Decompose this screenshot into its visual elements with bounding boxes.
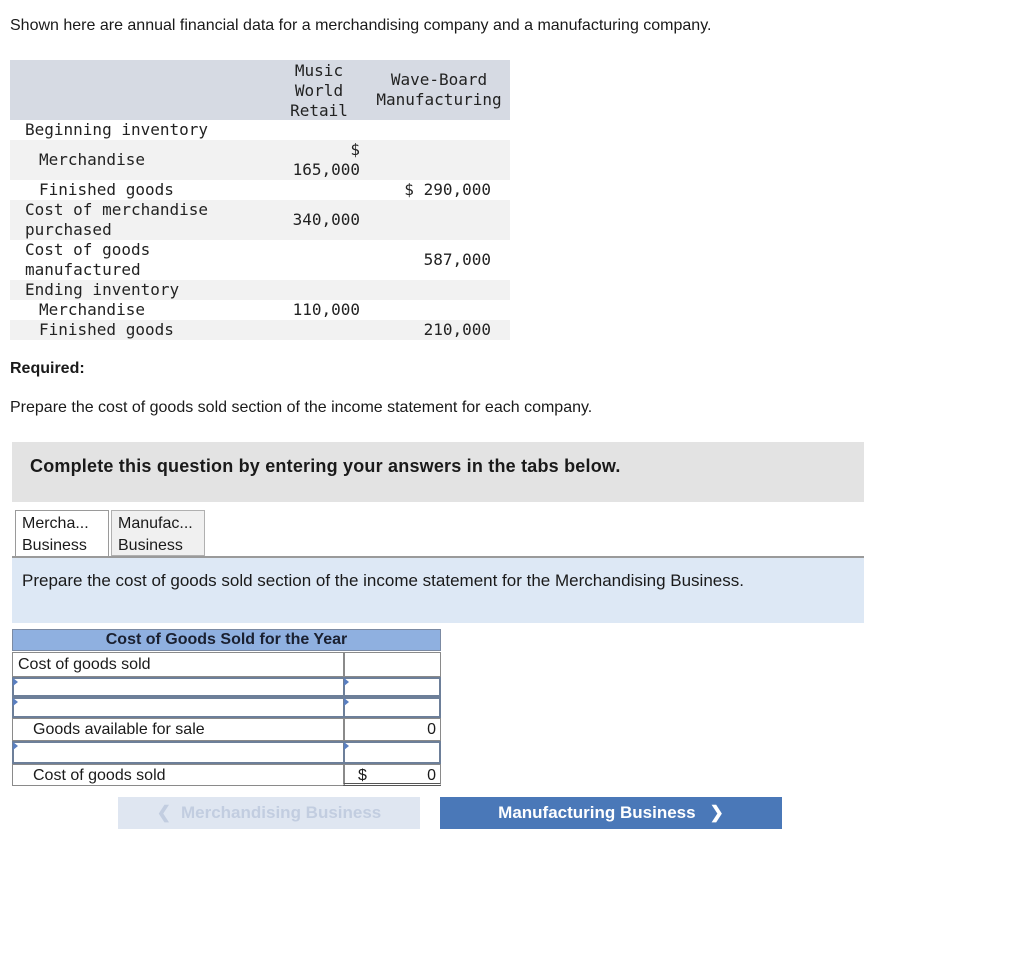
tab-label: Mercha... — [22, 515, 89, 532]
tab-label: Manufac... — [118, 515, 193, 532]
prev-tab-button[interactable] — [118, 797, 420, 829]
required-text: Prepare the cost of goods sold section of the income statement for each company. — [10, 399, 593, 416]
value-merchandise-dollar: $ — [350, 140, 360, 159]
input-marker-icon — [13, 678, 18, 686]
chevron-right-icon: ❯ — [709, 803, 724, 822]
label-cost-of-goods-manufactured: Cost of goods manufactured — [25, 240, 151, 279]
tab-merchandising-business[interactable] — [15, 510, 109, 556]
next-tab-button[interactable] — [440, 797, 782, 829]
label-merchandise: Merchandise — [39, 150, 145, 169]
column-header-wave-board: Wave-Board Manufacturing — [376, 70, 502, 109]
tab-label: Business — [22, 537, 87, 554]
value-merchandise-mw: 165,000 — [292, 160, 360, 179]
label-input-2[interactable] — [12, 697, 345, 718]
value-cogm-wb: 587,000 — [423, 250, 491, 269]
label-beginning-inventory: Beginning inventory — [25, 120, 209, 139]
answer-table-title: Cost of Goods Sold for the Year — [12, 629, 441, 651]
column-header-music-world: Music World Retail — [290, 61, 348, 120]
label-end-finished-goods: Finished goods — [39, 320, 174, 339]
banner-text: Complete this question by entering your answers in the tabs below. — [30, 456, 621, 476]
input-marker-icon — [344, 742, 349, 750]
goods-available-label-cell: Goods available for sale — [12, 718, 345, 741]
label-finished-goods: Finished goods — [39, 180, 174, 199]
prev-button-label: Merchandising Business — [180, 803, 382, 822]
cogs-total-value — [343, 764, 441, 786]
value-end-merchandise-mw: 110,000 — [292, 300, 360, 319]
input-marker-icon — [344, 678, 349, 686]
intro-text: Shown here are annual financial data for a merchandising company and a manufacturing company. — [10, 17, 712, 34]
label-input-3[interactable] — [12, 741, 345, 764]
label-end-merchandise: Merchandise — [39, 300, 145, 319]
next-button-label: Manufacturing Business — [498, 803, 696, 822]
label-cost-of-merchandise: Cost of merchandise purchased — [25, 200, 209, 239]
instruction-text: Prepare the cost of goods sold section of the income statement for the Merchandising Business. — [22, 571, 744, 590]
value-finished-goods-wb: $ 290,000 — [404, 180, 491, 199]
goods-available-value: 0 — [343, 718, 441, 741]
label-input-1[interactable] — [12, 677, 345, 697]
label-ending-inventory: Ending inventory — [25, 280, 180, 299]
input-marker-icon — [13, 742, 18, 750]
required-label: Required: — [10, 360, 85, 377]
tab-label: Business — [118, 537, 183, 554]
value-input-3[interactable] — [343, 741, 441, 764]
input-marker-icon — [344, 698, 349, 706]
cogs-total-label-cell: Cost of goods sold — [12, 764, 345, 786]
value-cost-merch-mw: 340,000 — [292, 210, 360, 229]
input-marker-icon — [13, 698, 18, 706]
cogs-header-value-cell — [343, 652, 441, 677]
chevron-left-icon: ❮ — [156, 803, 171, 822]
value-input-2[interactable] — [343, 697, 441, 718]
cogs-header-cell: Cost of goods sold — [12, 652, 345, 677]
value-end-finished-goods-wb: 210,000 — [423, 320, 491, 339]
tab-manufacturing-business[interactable] — [111, 510, 205, 556]
dollar-sign: $ — [358, 767, 367, 784]
cogs-total-amount: 0 — [427, 767, 436, 784]
value-input-1[interactable] — [343, 677, 441, 697]
